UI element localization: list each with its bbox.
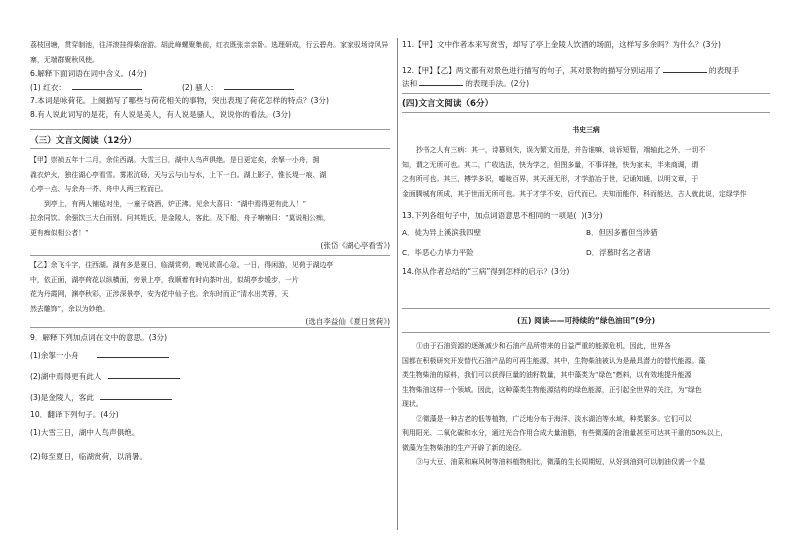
passage-line: 抄书之人有三病：其一，诗篡则失，误为繁文而是，并告谁嘛，谈诉短暂，端轴此之外，一切不 <box>416 146 706 154</box>
passage-line: 之有所可也。其三，搏学多识，嘘咙百界，其天涯无形，才学游冶于世，记诵知通，以明文章，于 <box>402 175 699 183</box>
question-12-cont <box>402 77 770 91</box>
answer-blank[interactable] <box>97 349 169 358</box>
passage-line: 心亭一点、与余舟一芥、舟中人两三粒而已。 <box>30 185 168 193</box>
option-c[interactable]: C．毕恶心力毕力平险 <box>402 247 474 257</box>
passage-line: 国都在积极研究开发替代石油产品的可再生能源，其中，生物柴油被认为是最具潜力的替代能源。藻 <box>402 356 706 365</box>
question-8: 8.有人说此词写的是花，有人说是美人，有人说是骚人，说说你的看法。(3分) <box>30 109 291 119</box>
left-column <box>30 38 390 469</box>
section-5-header <box>402 308 770 333</box>
column-divider <box>397 38 398 530</box>
section-5-title: (五) 阅读——可持续的“绿色油田”(9分) <box>516 316 656 325</box>
q9-item <box>30 387 390 408</box>
q9-item-2: (2)湖中焉得更有此人 <box>30 371 102 381</box>
q12-text-c: 法和 <box>402 79 418 88</box>
answer-blank[interactable] <box>224 81 294 90</box>
question-12 <box>402 64 770 78</box>
q6-item-1: (1) 红衣： <box>30 82 66 92</box>
q12-text-a: 12.【甲】【乙】两文都有对景色进行描写的句子，其对景物的描写分别运用了 <box>402 65 661 75</box>
q13-options <box>402 223 770 263</box>
passage-source: (张岱《湖心亭看雪》) <box>320 241 390 250</box>
section-4-header <box>402 93 770 113</box>
passage-source: (选自李益仙《夏日赏荷》) <box>305 317 390 326</box>
question-9-block <box>30 331 390 408</box>
passage-line: 知，谓之无所可也。其二，广收选法，快为学之，但图多量，不事详挫，快为家末，半来商调，谓 <box>402 160 699 169</box>
passage-line: 毳衣炉火，独往湖心亭看雪。雾凇沆砀，天与云与山与水，上下一白。湖上影子，惟长堤一痕、湖 <box>30 170 327 179</box>
option-d[interactable]: D．浮慕时名之者诸 <box>586 247 651 257</box>
passage-yi <box>30 255 390 328</box>
passage-line: 【乙】余飞斗字，往西湖。湖有多是夏日，临湖赏荷，晚见欲喜心急。一日，得闲游，见荷于湖边亭 <box>30 261 334 269</box>
q12-text-b: 的表现手 <box>708 65 740 75</box>
option-b[interactable]: B．但因多蓄但当涉猎 <box>586 227 658 237</box>
question-9: 9．解释下列加点词在文中的意思。(3分) <box>30 333 168 342</box>
q9-item <box>30 345 390 366</box>
passage-section-4 <box>402 143 770 201</box>
passage-line: 金面腾城有所成，其于世而无所可也。其于才学不安，后代而已。夫知而能作，科而能达，古人就此说，定绿学作 <box>402 189 747 198</box>
passage-line: 微藻为生物柴油的生产开辟了新的途径。 <box>402 443 527 452</box>
section-4-title: (四)文言文阅读（6分） <box>402 98 494 109</box>
question-10: 10．翻译下列句子。(4分) <box>30 409 119 419</box>
q9-item-3: (3)是金陵人，客此 <box>30 392 94 402</box>
answer-blank[interactable] <box>419 77 463 86</box>
passage-line: 然去雕饰”，余以为妙绝。 <box>30 304 110 313</box>
question-7: 7.本词是咏荷花。上阕描写了哪些与荷花相关的事物，突出表现了荷花怎样的特点？(3分) <box>30 96 329 105</box>
passage-line: ①由于石油资源的逐渐减少和石油产品所带来的日益严重的能源危机，因此，世界各 <box>416 342 671 350</box>
answer-blank[interactable] <box>72 81 142 90</box>
option-a[interactable]: A．徒为异上溪滨我四壁 <box>402 227 481 237</box>
question-11: 11.【甲】文中作者本来写赏雪，却写了亭上金陵人饮酒的场面，这样写多余吗？为什么？(3分) <box>402 40 721 49</box>
q10-item-1: (1)大雪三日，湖中人鸟声俱绝。 <box>30 428 140 437</box>
section-3-header <box>30 129 390 149</box>
passage-line: 现状。 <box>402 400 423 408</box>
answer-blank[interactable] <box>100 391 172 400</box>
section-3-title: （三）文言文阅读（12分） <box>30 136 137 146</box>
q9-item <box>30 366 390 387</box>
passage-section-5 <box>402 339 770 470</box>
question-6-items <box>30 81 390 95</box>
passage-line: ②微藻是一种古老的低等植物，广泛地分布于海洋、淡水湖泊等水域，种类繁多。它们可以 <box>416 414 692 423</box>
q9-item-1: (1)余挐一小舟 <box>30 350 79 360</box>
q10-item-2: (2)每至夏日，临湖赏荷，以消暑。 <box>30 452 148 461</box>
passage-line: 【甲】崇祯五年十二月，余住西湖。大雪三日，湖中人鸟声俱绝。是日更定矣，余拏一小舟，拥 <box>30 156 320 164</box>
passage-line: 中，依正面，湖亭荷花以纵横面，旁景上亭，我顺着有时向茶叶出，似胡亭步缓步，一片 <box>30 275 299 284</box>
passage-line: 花为丹霞网，渊亭秋彩，正涉深景亭，安为花中仙子也。余东时而正“清水出芙蓉，天 <box>30 290 289 298</box>
poem-continuation: 荔枝回塘，贯穿制池，往洋滚挂得柴宿游。胡此峰螺聚集前，红衣既张亲亲卧。选理研成，行云碧舟。家家驭场诗风异寨，无端群聚秋风使。 <box>30 41 389 64</box>
q6-item-2: (2) 骚人： <box>181 82 218 92</box>
passage-line: ③与大豆、油菜和麻风树等油料植物相比，微藻的生长周期短，从好到油到可以制油仅需一个星 <box>416 458 706 466</box>
right-column <box>402 38 770 470</box>
passage-line: 拉余同饮。余强饮三大白而别。问其姓氏，是金陵人，客此。及下船，舟子喃喃曰：“莫说相公痴， <box>30 214 330 222</box>
passage-line: 到亭上，有两人铺毡对坐，一童子烧酒，炉正沸。见余大喜曰：“湖中焉得更有此人！” <box>44 199 306 208</box>
answer-blank[interactable] <box>663 64 707 73</box>
passage-line: 更有痴似相公者！” <box>30 228 89 237</box>
passage-jia <box>30 153 390 251</box>
passage-line: 生物柴油这样一个领域。因此，这种藻类生物能源结构的绿色能源，正引起全世界的关注，为“绿色 <box>402 385 702 394</box>
passage-line: 利用阳光、二氧化碳和水分，通过光合作用合成大量油脂，有些微藻的含油量甚至可达其干重的50%以上， <box>402 429 728 437</box>
question-14: 14.你从作者总结的“三病”得到怎样的启示？(3分) <box>402 266 570 276</box>
question-13: 13.下列各组句子中，加点词语意思不相同的一项是( )(3分) <box>402 211 603 220</box>
section-4-subtitle: 书史三病 <box>572 125 600 134</box>
q12-text-d: 的表现手法。(2分) <box>465 79 530 88</box>
passage-line: 类生物柴油的原料，我们可以获得巨量的油籽数量，其中藻类为“绿色”燃料，以有效地提升能源 <box>402 371 692 379</box>
answer-blank[interactable] <box>108 370 180 379</box>
question-6: 6.解释下面词语在词中含义。(4分) <box>30 69 147 78</box>
